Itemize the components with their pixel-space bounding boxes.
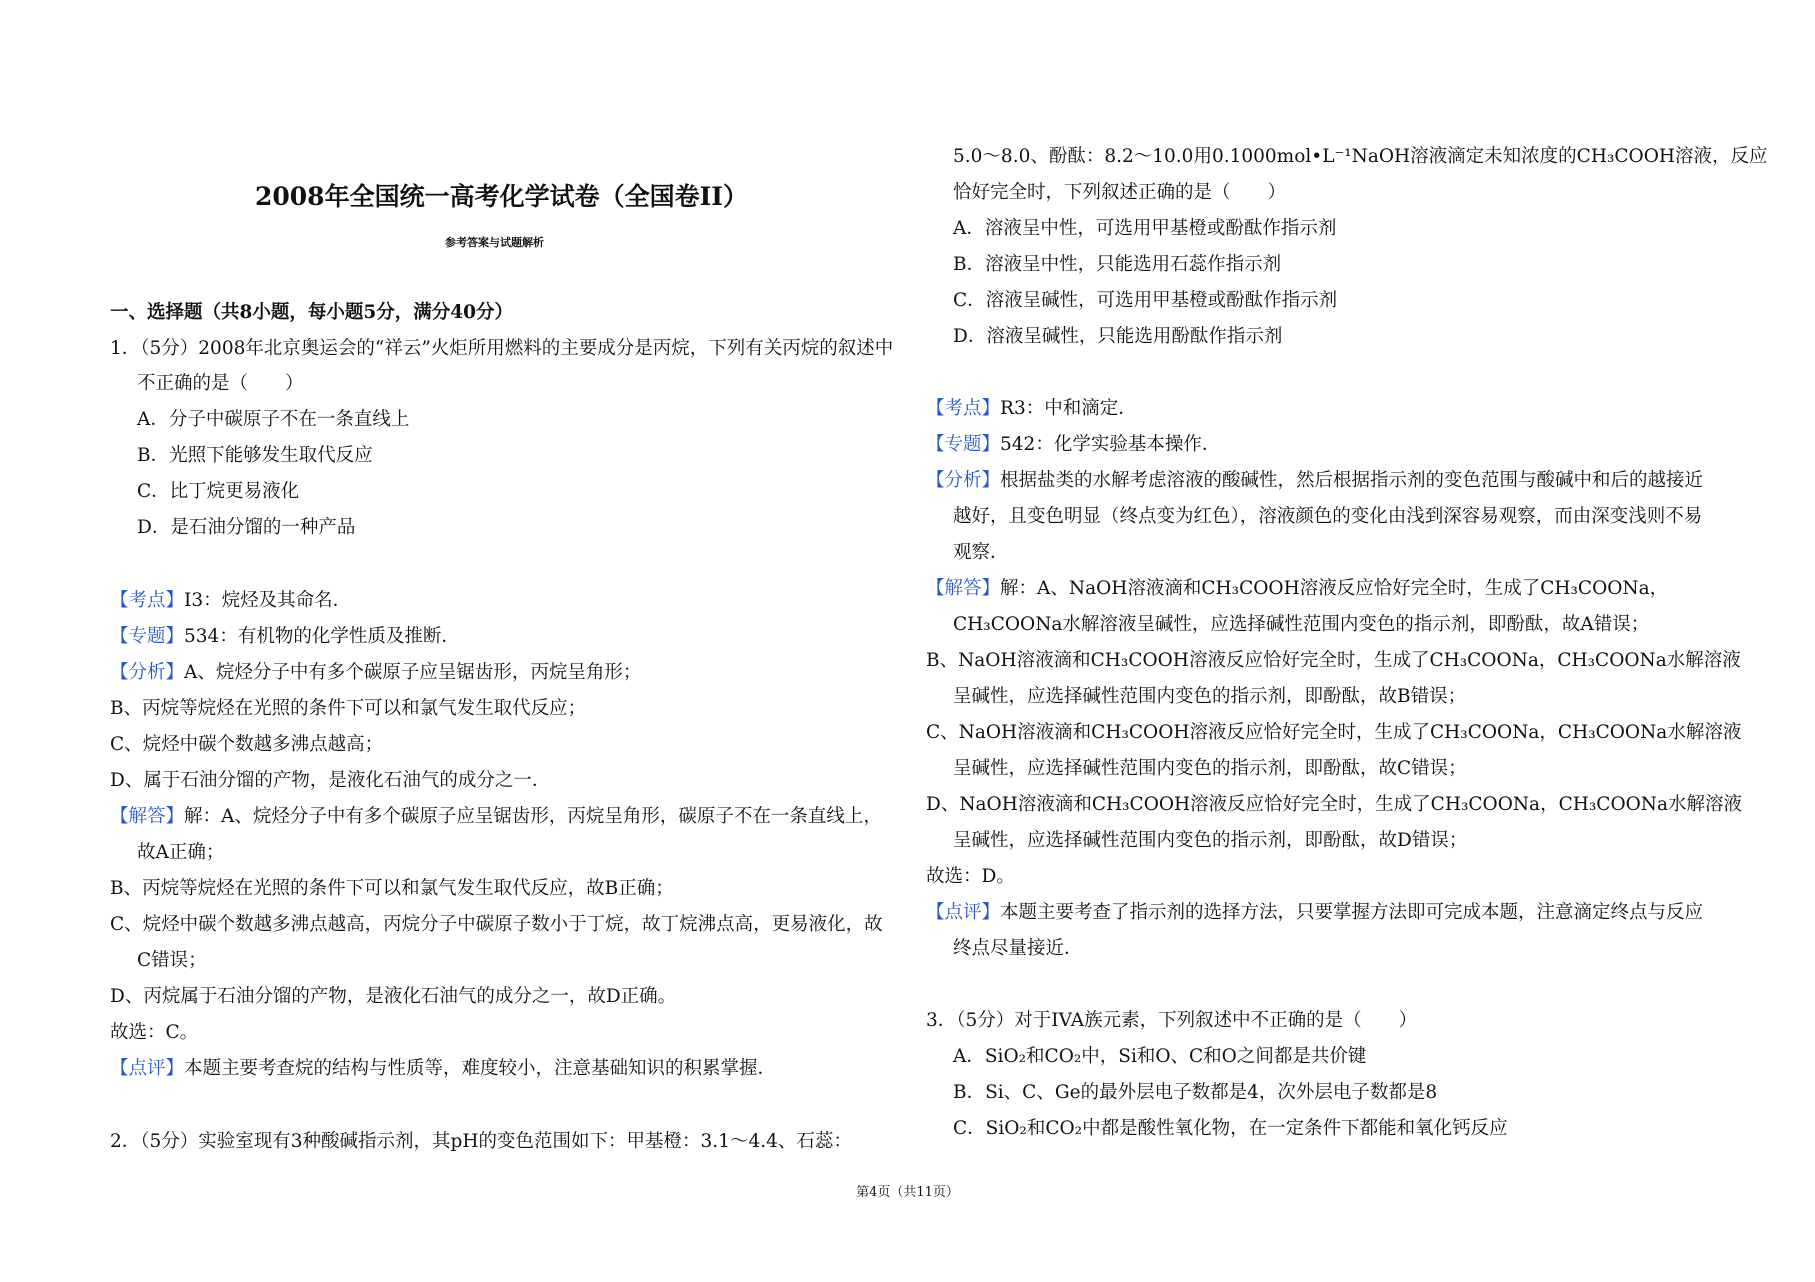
fenxi-tag: 【分析】 — [110, 662, 185, 683]
jieda-text: 解：A、NaOH溶液滴和CH₃COOH溶液反应恰好完全时，生成了CH₃COONa， — [1000, 578, 1669, 599]
q3-stem: 3．（5分）对于IVA族元素，下列叙述中不正确的是（ ） — [926, 1010, 1418, 1031]
q2-stem: 2．（5分）实验室现有3种酸碱指示剂，其pH的变色范围如下：甲基橙：3.1～4.4、石蕊： — [110, 1131, 852, 1152]
q2-stem-cont: 5.0～8.0、酚酞：8.2～10.0用0.1000mol•L⁻¹NaOH溶液滴定未知浓度的CH₃COOH溶液，反应 — [953, 146, 1768, 167]
jieda-tag: 【解答】 — [110, 806, 185, 827]
q2-fenxi-c: 观察． — [953, 542, 1009, 563]
dianping-tag: 【点评】 — [110, 1058, 185, 1079]
q2-jieda-4: D、NaOH溶液滴和CH₃COOH溶液反应恰好完全时，生成了CH₃COONa，CH₃COONa水解溶液 — [926, 794, 1742, 815]
zhuanti-tag: 【专题】 — [926, 434, 1001, 455]
q2-fenxi — [926, 470, 1703, 492]
q1-jieda-3: C、烷烃中碳个数越多沸点越高，丙烷分子中碳原子数小于丁烷，故丁烷沸点高，更易液化，故 — [110, 914, 883, 935]
kaodian-text: I3：烷烃及其命名． — [184, 590, 352, 611]
q2-dianping — [926, 902, 1703, 924]
q1-fenxi-b: B、丙烷等烷烃在光照的条件下可以和氯气发生取代反应； — [110, 698, 587, 719]
kaodian-tag: 【考点】 — [926, 398, 1001, 419]
q1-fenxi-c: C、烷烃中碳个数越多沸点越高； — [110, 734, 384, 755]
page-subtitle: 参考答案与试题解析 — [445, 236, 544, 249]
q1-fenxi — [110, 662, 641, 684]
q2-option-a: A．溶液呈中性，可选用甲基橙或酚酞作指示剂 — [953, 218, 1337, 239]
q1-guxuan: 故选：C。 — [110, 1022, 199, 1043]
q1-jieda-3b: C错误； — [137, 950, 207, 971]
q3-option-c: C．SiO₂和CO₂中都是酸性氧化物，在一定条件下都能和氧化钙反应 — [953, 1118, 1508, 1139]
q1-jieda-4: D、丙烷属于石油分馏的产物，是液化石油气的成分之一，故D正确。 — [110, 986, 677, 1007]
q2-guxuan: 故选：D。 — [926, 866, 1015, 887]
q1-jieda-1b: 故A正确； — [137, 842, 225, 863]
jieda-tag: 【解答】 — [926, 578, 1001, 599]
q1-option-d: D．是石油分馏的一种产品 — [137, 517, 356, 538]
section-heading: 一、选择题（共8小题，每小题5分，满分40分） — [110, 302, 513, 323]
fenxi-text: A、烷烃分子中有多个碳原子应呈锯齿形，丙烷呈角形； — [184, 662, 642, 683]
q2-jieda-1b: CH₃COONa水解溶液呈碱性，应选择碱性范围内变色的指示剂，即酚酞，故A错误； — [953, 614, 1650, 635]
q2-fenxi-b: 越好，且变色明显（终点变为红色），溶液颜色的变化由浅到深容易观察，而由深变浅则不易 — [953, 506, 1703, 527]
dianping-text: 本题主要考查了指示剂的选择方法，只要掌握方法即可完成本题，注意滴定终点与反应 — [1000, 902, 1704, 923]
q3-option-b: B．Si、C、Ge的最外层电子数都是4，次外层电子数都是8 — [953, 1082, 1438, 1103]
kaodian-text: R3：中和滴定． — [1000, 398, 1137, 419]
q1-stem-cont: 不正确的是（ ） — [137, 373, 304, 394]
q2-option-d: D．溶液呈碱性，只能选用酚酞作指示剂 — [953, 326, 1283, 347]
q1-option-b: B．光照下能够发生取代反应 — [137, 445, 373, 466]
q2-dianping-b: 终点尽量接近． — [953, 938, 1083, 959]
q2-option-c: C．溶液呈碱性，可选用甲基橙或酚酞作指示剂 — [953, 290, 1338, 311]
jieda-text: 解：A、烷烃分子中有多个碳原子应呈锯齿形，丙烷呈角形，碳原子不在一条直线上， — [184, 806, 882, 827]
zhuanti-tag: 【专题】 — [110, 626, 185, 647]
q1-jieda — [110, 806, 882, 828]
q2-jieda-4b: 呈碱性，应选择碱性范围内变色的指示剂，即酚酞，故D错误； — [953, 830, 1468, 851]
q2-jieda — [926, 578, 1668, 600]
q1-kaodian — [110, 590, 351, 612]
q1-dianping — [110, 1058, 776, 1080]
dianping-tag: 【点评】 — [926, 902, 1001, 923]
zhuanti-text: 542：化学实验基本操作． — [1000, 434, 1221, 455]
fenxi-text: 根据盐类的水解考虑溶液的酸碱性，然后根据指示剂的变色范围与酸碱中和后的越接近 — [1000, 470, 1704, 491]
page-footer: 第4页（共11页） — [856, 1185, 959, 1200]
dianping-text: 本题主要考查烷的结构与性质等，难度较小，注意基础知识的积累掌握． — [184, 1058, 777, 1079]
q2-zhuanti — [926, 434, 1220, 456]
q1-zhuanti — [110, 626, 460, 648]
q1-option-c: C．比丁烷更易液化 — [137, 481, 300, 502]
q2-option-b: B．溶液呈中性，只能选用石蕊作指示剂 — [953, 254, 1282, 275]
q1-option-a: A．分子中碳原子不在一条直线上 — [137, 409, 410, 430]
q2-jieda-3: C、NaOH溶液滴和CH₃COOH溶液反应恰好完全时，生成了CH₃COONa，CH₃COONa水解溶液 — [926, 722, 1742, 743]
q2-stem-cont-2: 恰好完全时，下列叙述正确的是（ ） — [953, 182, 1287, 203]
page-title: 2008年全国统一高考化学试卷（全国卷II） — [255, 182, 748, 211]
q2-jieda-2b: 呈碱性，应选择碱性范围内变色的指示剂，即酚酞，故B错误； — [953, 686, 1467, 707]
fenxi-tag: 【分析】 — [926, 470, 1001, 491]
q2-kaodian — [926, 398, 1137, 420]
zhuanti-text: 534：有机物的化学性质及推断． — [184, 626, 460, 647]
q3-option-a: A．SiO₂和CO₂中，Si和O、C和O之间都是共价键 — [953, 1046, 1367, 1067]
kaodian-tag: 【考点】 — [110, 590, 185, 611]
q1-jieda-2: B、丙烷等烷烃在光照的条件下可以和氯气发生取代反应，故B正确； — [110, 878, 674, 899]
q2-jieda-2: B、NaOH溶液滴和CH₃COOH溶液反应恰好完全时，生成了CH₃COONa，CH₃COONa水解溶液 — [926, 650, 1741, 671]
q1-stem: 1．（5分）2008年北京奥运会的“祥云”火炬所用燃料的主要成分是丙烷，下列有关丙烷的叙述中 — [110, 338, 894, 359]
q2-jieda-3b: 呈碱性，应选择碱性范围内变色的指示剂，即酚酞，故C错误； — [953, 758, 1467, 779]
q1-fenxi-d: D、属于石油分馏的产物，是液化石油气的成分之一． — [110, 770, 551, 791]
